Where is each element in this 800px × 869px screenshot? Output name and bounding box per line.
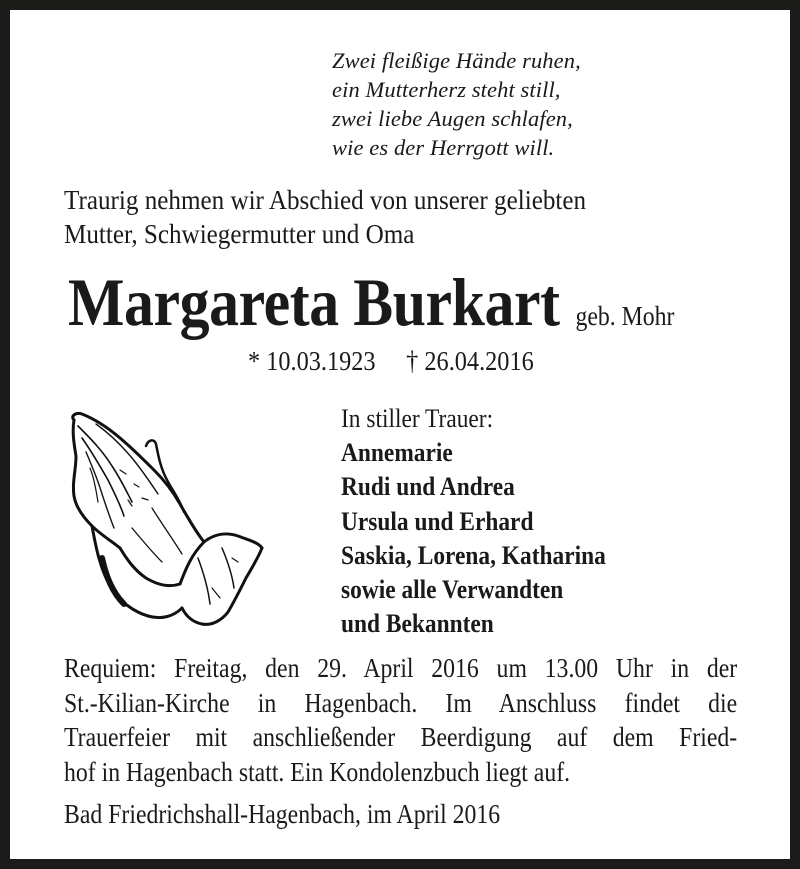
- place-and-date: Bad Friedrichshall-Hagenbach, im April 2016: [64, 799, 501, 829]
- service-details: [64, 651, 737, 789]
- service-line: hof in Hagenbach statt. Ein Kondolenzbuch liegt auf.: [64, 756, 571, 787]
- poem-line: wie es der Herrgott will.: [332, 135, 555, 160]
- birth-date: * 10.03.1923: [248, 346, 376, 376]
- mourner-name: Rudi und Andrea: [341, 472, 515, 502]
- intro-line: Traurig nehmen wir Abschied von unserer geliebten: [64, 185, 587, 215]
- service-line: Requiem: Freitag, den 29. April 2016 um 13.00 Uhr in der: [64, 653, 738, 683]
- poem-line: zwei liebe Augen schlafen,: [332, 106, 573, 131]
- mourner-name: Saskia, Lorena, Katharina: [341, 540, 606, 570]
- service-line: Trauerfeier mit anschließender Beerdigung auf dem Fried-: [64, 722, 738, 753]
- mourners-list: [341, 402, 606, 641]
- mourner-name: Ursula und Erhard: [341, 506, 534, 536]
- mourner-name: sowie alle Verwandten: [341, 575, 564, 605]
- intro-line: Mutter, Schwiegermutter und Oma: [64, 219, 415, 249]
- service-line: St.-Kilian-Kirche in Hagenbach. Im Anschluss findet die: [64, 687, 738, 718]
- praying-hands-icon: [62, 408, 267, 633]
- intro-text: [64, 183, 586, 251]
- poem: [332, 46, 581, 162]
- deceased-name-row: [68, 262, 674, 342]
- mourners-lead: In stiller Trauer:: [341, 404, 494, 433]
- death-date: † 26.04.2016: [406, 346, 534, 376]
- mourner-name: und Bekannten: [341, 609, 494, 639]
- poem-line: ein Mutterherz steht still,: [332, 77, 561, 102]
- poem-line: Zwei fleißige Hände ruhen,: [332, 48, 581, 73]
- life-dates: [248, 344, 534, 378]
- maiden-name: geb. Mohr: [575, 301, 675, 331]
- mourner-name: Annemarie: [341, 438, 453, 468]
- deceased-name: Margareta Burkart: [68, 264, 560, 340]
